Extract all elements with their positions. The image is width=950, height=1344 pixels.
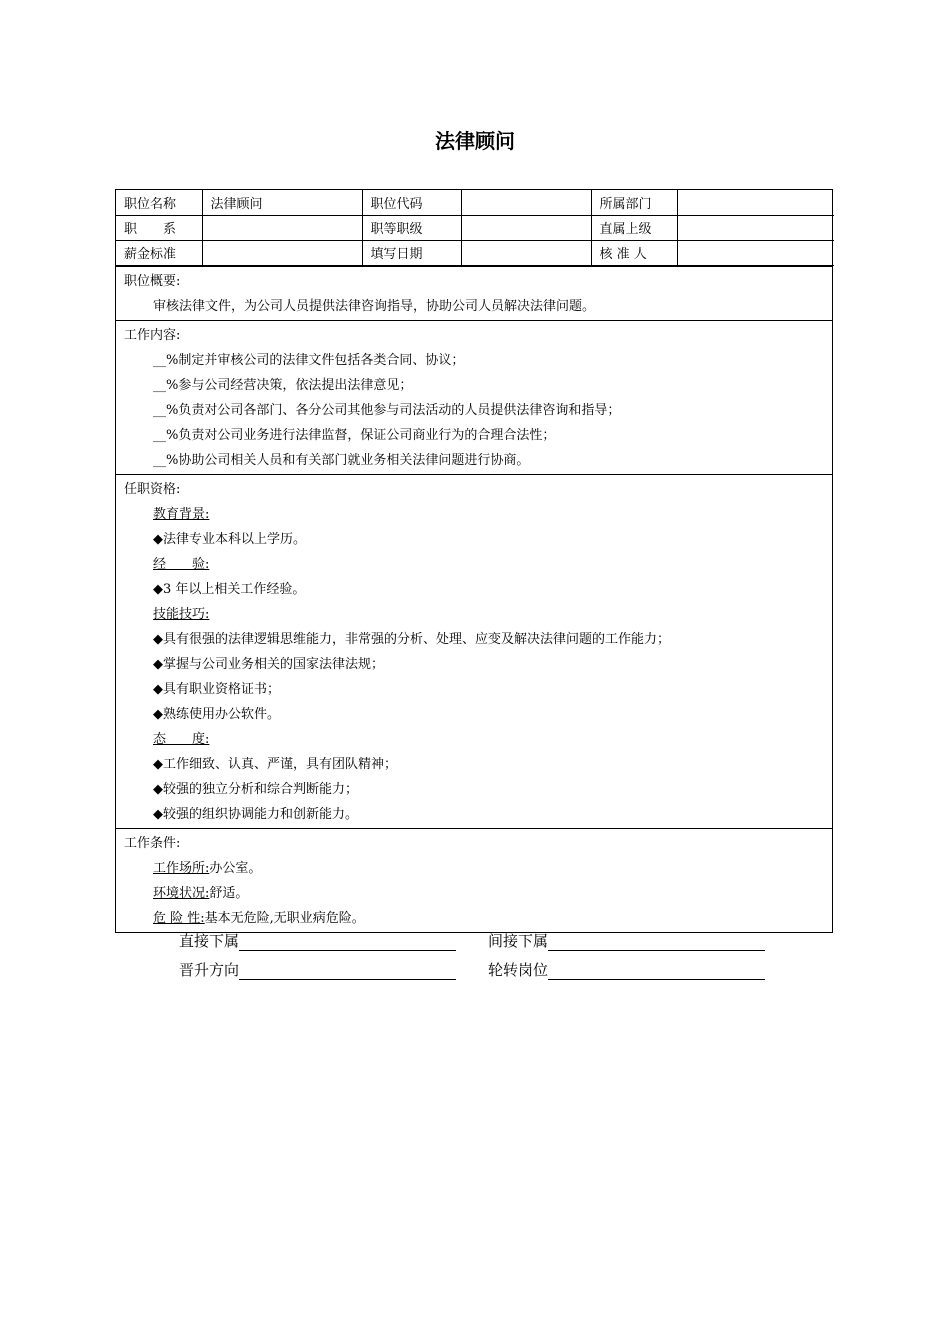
blank-line[interactable] — [239, 934, 456, 951]
footer-indirect-reports — [488, 930, 765, 951]
summary-section — [116, 266, 832, 320]
footer — [0, 930, 950, 990]
list-item: ◆具有很强的法律逻辑思维能力，非常强的分析、处理、应变及解决法律问题的工作能力； — [153, 631, 670, 647]
risk-label: 危 险 性: — [153, 910, 205, 926]
subheading-attitude: 态 度: — [153, 731, 210, 747]
duties-section — [116, 320, 832, 474]
list-item: ◆熟练使用办公软件。 — [153, 706, 280, 722]
list-item: __%负责对公司各部门、各分公司其他参与司法活动的人员提供法律咨询和指导； — [153, 402, 621, 418]
subheading-education: 教育背景: — [153, 506, 210, 522]
label-grade: 职等职级 — [362, 215, 461, 240]
label-salary: 薪金标准 — [116, 240, 202, 265]
label-position-code: 职位代码 — [362, 190, 461, 215]
blank-line[interactable] — [548, 963, 765, 980]
label-approver: 核 准 人 — [591, 240, 677, 265]
value-approver — [677, 240, 834, 265]
workplace-label: 工作场所: — [153, 860, 210, 876]
footer-direct-reports — [179, 930, 456, 951]
risk-value: 基本无危险,无职业病危险。 — [204, 910, 365, 926]
environment-value: 舒适。 — [209, 885, 249, 901]
value-position-name: 法律顾问 — [202, 190, 362, 215]
header-row — [116, 190, 834, 215]
value-fill-date — [461, 240, 591, 265]
list-item: __%参与公司经营决策，依法提出法律意见； — [153, 377, 413, 393]
section-label: 职位概要: — [124, 273, 181, 289]
label-supervisor: 直属上级 — [591, 215, 677, 240]
list-item: ◆较强的组织协调能力和创新能力。 — [153, 806, 358, 822]
footer-label: 间接下属 — [488, 932, 549, 950]
list-item: ◆较强的独立分析和综合判断能力； — [153, 781, 358, 797]
footer-label: 直接下属 — [179, 932, 240, 950]
list-item: __%协助公司相关人员和有关部门就业务相关法律问题进行协商。 — [153, 452, 530, 468]
list-item: ◆具有职业资格证书； — [153, 681, 280, 697]
section-label: 工作条件: — [124, 835, 181, 851]
label-job-family: 职 系 — [116, 215, 202, 240]
workplace-value: 办公室。 — [209, 860, 262, 876]
list-item: ◆3 年以上相关工作经验。 — [153, 581, 306, 597]
conditions-section — [116, 828, 832, 932]
header-row — [116, 240, 834, 265]
list-item: ◆法律专业本科以上学历。 — [153, 531, 306, 547]
list-item: __%负责对公司业务进行法律监督，保证公司商业行为的合理合法性； — [153, 427, 556, 443]
value-supervisor — [677, 215, 834, 240]
value-department — [677, 190, 834, 215]
list-item: ◆工作细致、认真、严谨，具有团队精神； — [153, 756, 397, 772]
label-department: 所属部门 — [591, 190, 677, 215]
footer-label: 轮转岗位 — [488, 961, 549, 979]
footer-rotation — [488, 959, 765, 980]
qualifications-section — [116, 474, 832, 828]
footer-promotion — [179, 959, 456, 980]
value-position-code — [461, 190, 591, 215]
summary-text: 审核法律文件，为公司人员提供法律咨询指导，协助公司人员解决法律问题。 — [153, 298, 596, 314]
environment-label: 环境状况: — [153, 885, 210, 901]
header-row — [116, 215, 834, 240]
value-job-family — [202, 215, 362, 240]
label-fill-date: 填写日期 — [362, 240, 461, 265]
blank-line[interactable] — [548, 934, 765, 951]
value-salary — [202, 240, 362, 265]
value-grade — [461, 215, 591, 240]
subheading-experience: 经 验: — [153, 556, 210, 572]
page-title: 法律顾问 — [435, 129, 515, 153]
section-label: 工作内容: — [124, 327, 181, 343]
label-position-name: 职位名称 — [116, 190, 202, 215]
subheading-skills: 技能技巧: — [153, 606, 210, 622]
list-item: __%制定并审核公司的法律文件包括各类合同、协议； — [153, 352, 465, 368]
job-description-form — [115, 189, 833, 933]
footer-label: 晋升方向 — [179, 961, 240, 979]
header-table — [116, 190, 834, 266]
blank-line[interactable] — [239, 963, 456, 980]
list-item: ◆掌握与公司业务相关的国家法律法规； — [153, 656, 384, 672]
section-label: 任职资格: — [124, 481, 181, 497]
